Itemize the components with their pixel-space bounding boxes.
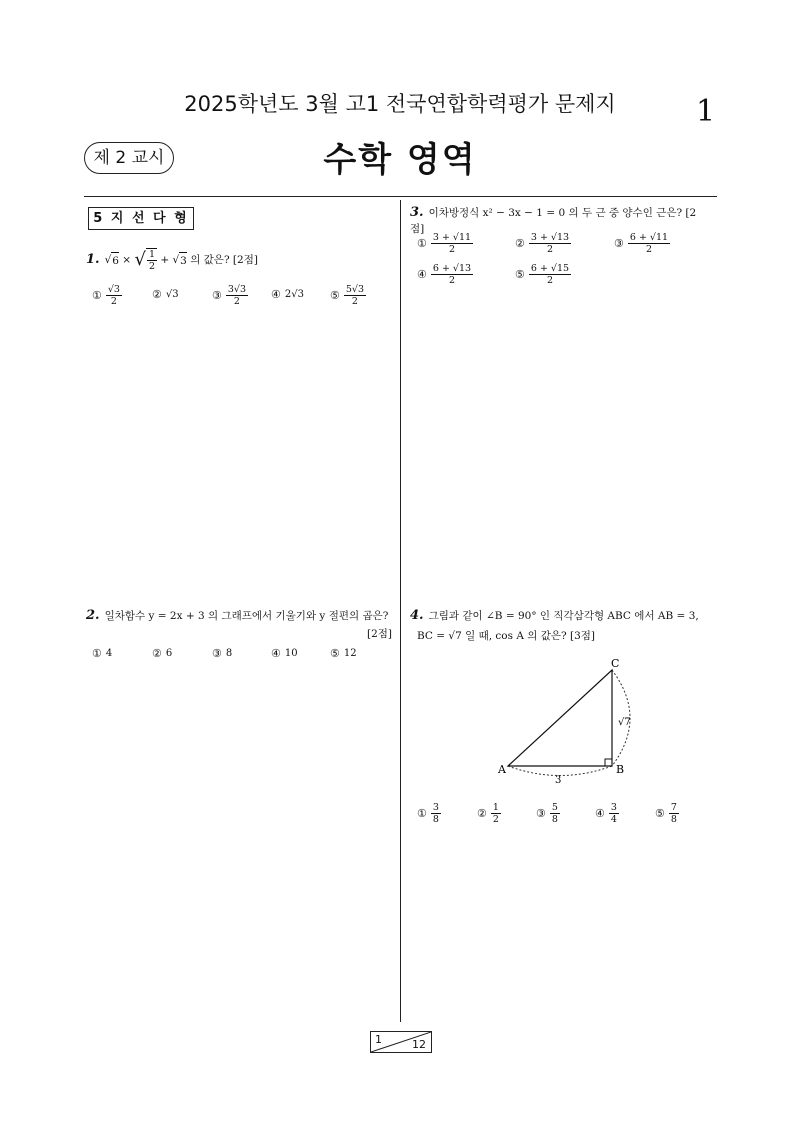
answer-choice-2[interactable] bbox=[477, 802, 501, 825]
column-divider bbox=[400, 200, 401, 1022]
choice-marker: ③ bbox=[212, 647, 222, 660]
answer-choice-3[interactable] bbox=[614, 232, 670, 255]
choice-value: 2√3 bbox=[284, 289, 304, 300]
choice-fraction bbox=[226, 284, 248, 307]
choice-numerator: 5 bbox=[551, 802, 558, 813]
choice-fraction bbox=[431, 263, 473, 286]
choice-denominator: 8 bbox=[551, 814, 558, 825]
choice-marker: ① bbox=[417, 807, 427, 820]
q4-line1: 그림과 같이 ∠B = 90° 인 직각삼각형 ABC 에서 AB = 3, bbox=[428, 610, 699, 622]
choice-denominator: 2 bbox=[546, 275, 553, 286]
right-angle-mark bbox=[605, 759, 612, 766]
choice-numerator: 3√3 bbox=[227, 284, 247, 295]
answer-choice-4[interactable] bbox=[271, 288, 304, 301]
choice-numerator: 5√3 bbox=[345, 284, 365, 295]
answer-choice-1[interactable] bbox=[92, 647, 112, 660]
choice-numerator: 1 bbox=[492, 802, 499, 813]
choice-denominator: 2 bbox=[351, 296, 358, 307]
q3-text: 이차방정식 x² − 3x − 1 = 0 의 두 근 중 양수인 근은? [2점] bbox=[410, 207, 697, 235]
q2-points: [2점] bbox=[366, 628, 392, 640]
vertex-c-label: C bbox=[611, 657, 620, 670]
choice-value: 10 bbox=[284, 648, 298, 659]
choice-denominator: 4 bbox=[610, 814, 617, 825]
choice-denominator: 2 bbox=[233, 296, 240, 307]
answer-choice-4[interactable] bbox=[271, 647, 298, 660]
session-badge: 제 2 교시 bbox=[84, 142, 174, 174]
choice-fraction bbox=[491, 802, 501, 825]
choice-marker: ⑤ bbox=[515, 268, 525, 281]
choice-value: 6 bbox=[165, 648, 173, 659]
choice-fraction bbox=[609, 802, 619, 825]
choice-marker: ① bbox=[417, 237, 427, 250]
answer-choice-1[interactable] bbox=[417, 802, 441, 825]
total-pages: 12 bbox=[412, 1038, 426, 1051]
choice-fraction bbox=[431, 802, 441, 825]
choice-denominator: 8 bbox=[670, 814, 677, 825]
answer-choice-2[interactable] bbox=[515, 232, 571, 255]
page-number: 1 bbox=[696, 94, 716, 129]
choice-marker: ③ bbox=[212, 289, 222, 302]
vertex-a-label: A bbox=[498, 763, 506, 776]
choice-fraction bbox=[431, 232, 473, 255]
choice-fraction bbox=[628, 232, 670, 255]
choice-fraction bbox=[529, 232, 571, 255]
answer-choice-5[interactable] bbox=[655, 802, 679, 825]
choice-marker: ④ bbox=[417, 268, 427, 281]
choice-marker: ④ bbox=[271, 647, 281, 660]
choice-numerator: 3 bbox=[610, 802, 617, 813]
side-ab-label: 3 bbox=[555, 775, 562, 785]
choice-marker: ① bbox=[92, 647, 102, 660]
answer-choice-3[interactable] bbox=[212, 647, 232, 660]
choice-denominator: 2 bbox=[645, 244, 652, 255]
choice-denominator: 2 bbox=[448, 275, 455, 286]
answer-choice-5[interactable] bbox=[515, 263, 571, 286]
question-number: 3. bbox=[410, 205, 424, 220]
triangle-figure bbox=[490, 655, 640, 785]
choice-fraction bbox=[669, 802, 679, 825]
exam-title: 2025학년도 3월 고1 전국연합학력평가 문제지 bbox=[184, 92, 616, 116]
choice-fraction bbox=[344, 284, 366, 307]
choice-value: 12 bbox=[343, 648, 357, 659]
choice-marker: ② bbox=[152, 647, 162, 660]
choice-denominator: 2 bbox=[448, 244, 455, 255]
question-1 bbox=[86, 248, 258, 272]
page-counter bbox=[370, 1031, 432, 1053]
answer-choice-4[interactable] bbox=[595, 802, 619, 825]
q1-tail: 의 값은? [2점] bbox=[190, 254, 258, 266]
triangle-abc bbox=[508, 670, 612, 766]
choice-denominator: 2 bbox=[110, 296, 117, 307]
choice-marker: ② bbox=[477, 807, 487, 820]
answer-choice-2[interactable] bbox=[152, 288, 179, 301]
choice-marker: ③ bbox=[614, 237, 624, 250]
side-bc-label: √7 bbox=[618, 717, 631, 728]
choice-marker: ⑤ bbox=[330, 289, 340, 302]
choice-marker: ④ bbox=[271, 288, 281, 301]
q4-line2: BC = √7 일 때, cos A 의 값은? [3점] bbox=[417, 630, 596, 642]
choice-numerator: √3 bbox=[107, 284, 120, 295]
choice-value: √3 bbox=[165, 289, 179, 300]
question-number: 2. bbox=[86, 608, 100, 623]
choice-value: 4 bbox=[105, 648, 113, 659]
q2-text: 일차함수 y = 2x + 3 의 그래프에서 기울기와 y 절편의 곱은? bbox=[104, 610, 389, 622]
vertex-b-label: B bbox=[616, 763, 625, 776]
answer-choice-5[interactable] bbox=[330, 284, 366, 307]
choice-numerator: 6 + √15 bbox=[530, 263, 570, 274]
choice-numerator: 3 + √13 bbox=[530, 232, 570, 243]
choice-numerator: 3 bbox=[432, 802, 439, 813]
question-2 bbox=[86, 608, 392, 642]
choice-marker: ⑤ bbox=[330, 647, 340, 660]
answer-choice-3[interactable] bbox=[536, 802, 560, 825]
choice-numerator: 6 + √13 bbox=[432, 263, 472, 274]
current-page: 1 bbox=[375, 1033, 382, 1046]
choice-fraction bbox=[529, 263, 571, 286]
choice-marker: ④ bbox=[595, 807, 605, 820]
answer-choice-1[interactable] bbox=[417, 232, 473, 255]
choice-fraction bbox=[106, 284, 122, 307]
answer-choice-2[interactable] bbox=[152, 647, 172, 660]
question-number: 4. bbox=[410, 608, 424, 623]
choice-denominator: 8 bbox=[432, 814, 439, 825]
choice-numerator: 7 bbox=[670, 802, 677, 813]
choice-numerator: 3 + √11 bbox=[432, 232, 472, 243]
answer-choice-1[interactable] bbox=[92, 284, 122, 307]
answer-choice-5[interactable] bbox=[330, 647, 357, 660]
choice-denominator: 2 bbox=[546, 244, 553, 255]
choice-marker: ② bbox=[152, 288, 162, 301]
subject-title: 수학 영역 bbox=[323, 140, 477, 180]
choice-fraction bbox=[550, 802, 560, 825]
question-number: 1. bbox=[86, 252, 100, 267]
choice-marker: ③ bbox=[536, 807, 546, 820]
choice-denominator: 2 bbox=[492, 814, 499, 825]
choice-numerator: 6 + √11 bbox=[629, 232, 669, 243]
q1-expression: √ 6 × √ $\frac{1}{2}$ + √ 3 bbox=[104, 249, 187, 272]
answer-choice-4[interactable] bbox=[417, 263, 473, 286]
choice-value: 8 bbox=[225, 648, 233, 659]
section-label: 5 지 선 다 형 bbox=[88, 207, 194, 230]
choice-marker: ⑤ bbox=[655, 807, 665, 820]
choice-marker: ① bbox=[92, 289, 102, 302]
answer-choice-3[interactable] bbox=[212, 284, 248, 307]
question-4 bbox=[410, 608, 710, 644]
choice-marker: ② bbox=[515, 237, 525, 250]
header-rule bbox=[84, 196, 717, 197]
